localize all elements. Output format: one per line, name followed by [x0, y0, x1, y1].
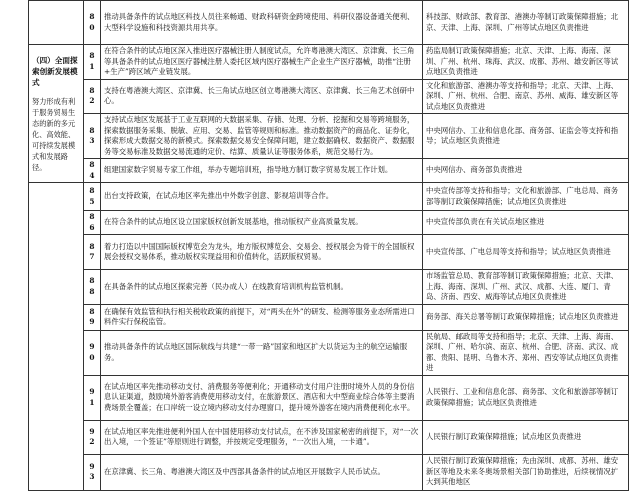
row-number: 89	[84, 304, 101, 330]
table-row	[29, 159, 629, 183]
row-number: 86	[84, 211, 101, 235]
responsible-departments: 人民银行、工业和信息化部、商务部、文化和旅游部等制订政策保障措施；试点地区负责推进	[423, 375, 629, 420]
row-number: 92	[84, 420, 101, 454]
table-row	[29, 183, 629, 211]
table-row	[29, 454, 629, 490]
category-cell	[29, 45, 84, 183]
category-description: 努力形成有利于服务贸易生态的新的多元化、高效能、可持续发展模式和发展路径。	[32, 96, 76, 172]
row-number: 83	[84, 114, 101, 159]
responsible-departments: 中央宣传部等支持和指导；文化和旅游部、广电总局、商务部等制订政策保障措施；试点地区负责推进	[423, 183, 629, 211]
row-number: 85	[84, 183, 101, 211]
table-row	[29, 114, 629, 159]
table-row	[29, 304, 629, 330]
responsible-departments: 科技部、财政部、教育部、港澳办等制订政策保障措施；北京、天津、上海、深圳、广州等试点地区负责推进	[423, 1, 629, 45]
task-content: 出台支持政策，在试点地区率先推出中外数字创意、影视培训等合作。	[101, 183, 423, 211]
task-content: 在具备条件的试点地区探索完善（民办成人）在线教育培训机构监管机制。	[101, 270, 423, 305]
row-number: 81	[84, 45, 101, 80]
category-cell-continued	[29, 183, 84, 491]
table-row	[29, 1, 629, 45]
responsible-departments: 人民银行制订政策保障措施；先由深圳、成都、苏州、雄安新区等地及未来冬奥场景相关部门协助推进，后续视情况扩大到其他地区	[423, 454, 629, 490]
responsible-departments: 市场监管总局、教育部等制订政策保障措施；北京、天津、上海、海南、深圳、广州、武汉、成都、大连、厦门、青岛、济南、西安、威海等试点地区负责推进	[423, 270, 629, 305]
task-content: 在符合条件的试点地区设立国家版权创新发展基地，推动版权产业高质量发展。	[101, 211, 423, 235]
row-number: 90	[84, 330, 101, 375]
table-row	[29, 211, 629, 235]
row-number: 87	[84, 235, 101, 270]
row-number: 80	[84, 1, 101, 45]
task-content: 支持试点地区发展基于工业互联网的大数据采集、存储、处理、分析、挖掘和交易等跨境服务，探索数据服务采集、脱敏、应用、交易、监管等规则和标准。推动数据资产的商品化、证券化，探索形成大数据交易的新模式。探索数据交易安全保障问题，建立数据确权、数据资产、数据服务等交易标准及数据交易流通的定价、结算、质量认证等服务体系，规范交易行为。	[101, 114, 423, 159]
responsible-departments: 人民银行制订政策保障措施；试点地区负责推进	[423, 420, 629, 454]
task-content: 组建国家数字贸易专家工作组，举办专题培训班，指导地方制订数字贸易发展工作计划。	[101, 159, 423, 183]
table-row	[29, 235, 629, 270]
task-content: 在试点地区率先推进便利外国人在中国使用移动支付试点，在不涉及国家秘密的前提下，对“一次出入境，一个签证”等原则进行调整，并按规定受理服务，“一次出入境，一卡通”。	[101, 420, 423, 454]
row-number: 84	[84, 159, 101, 183]
category-cell-top	[29, 1, 84, 45]
task-content: 在确保有效监管和执行相关税收政策的前提下，对“两头在外”的研发、检测等服务业态所需进口料件实行保税监管。	[101, 304, 423, 330]
responsible-departments: 民航局、邮政局等支持和指导；北京、天津、上海、海南、深圳、广州、哈尔滨、南京、杭州、合肥、济南、武汉、成都、贵阳、昆明、乌鲁木齐、郑州、西安等试点地区负责推进	[423, 330, 629, 375]
responsible-departments: 药监局制订政策保障措施；北京、天津、上海、海南、深圳、广州、杭州、珠海、武汉、成都、苏州、雄安新区等试点地区负责推进	[423, 45, 629, 80]
responsible-departments: 中央宣传部、广电总局等支持和指导；试点地区负责推进	[423, 235, 629, 270]
category-title: （四）全面探索创新发展模式	[32, 55, 78, 87]
task-content: 在京津冀、长三角、粤港澳大湾区及中西部具备条件的试点地区开展数字人民币试点。	[101, 454, 423, 490]
responsible-departments: 商务部、海关总署等制订政策保障措施；试点地区负责推进	[423, 304, 629, 330]
policy-table	[28, 0, 629, 491]
row-number: 82	[84, 79, 101, 114]
task-content: 推动具备条件的试点地区国际航线与共建“一带一路”国家和地区扩大以货运为主的航空运输服务。	[101, 330, 423, 375]
table-row	[29, 375, 629, 420]
task-content: 支持在粤港澳大湾区、京津冀、长三角试点地区创立粤港澳大湾区、京津冀、长三角艺术创研中心。	[101, 79, 423, 114]
row-number: 88	[84, 270, 101, 305]
responsible-departments: 文化和旅游部、港澳办等支持和指导；北京、天津、上海、深圳、广州、杭州、合肥、南京、苏州、威海、雄安新区等试点地区负责推进	[423, 79, 629, 114]
responsible-departments: 中央宣传部负责在有关试点地区推进	[423, 211, 629, 235]
table-row	[29, 330, 629, 375]
task-content: 推动具备条件的试点地区科技人员往来畅通、财政科研资金跨境使用、科研仪器设备通关便利、大型科学设施和科技资源共用共享。	[101, 1, 423, 45]
table-row	[29, 420, 629, 454]
table-row	[29, 79, 629, 114]
task-content: 着力打造以中国国际版权博览会为龙头，地方版权博览会、交易会、授权展会为骨干的全国版权展会授权交易体系，推动版权实现益用和价值转化，活跃版权贸易。	[101, 235, 423, 270]
task-content: 在符合条件的试点地区深入推进医疗器械注册人制度试点，允许粤港澳大湾区、京津冀、长三角等具备条件的试点地区医疗器械注册人委托区域内医疗器械生产企业生产医疗器械，助推“注册+生产”跨区域产业链发展。	[101, 45, 423, 80]
responsible-departments: 中央网信办、工业和信息化部、商务部、证监会等支持和指导；试点地区负责推进	[423, 114, 629, 159]
table-row	[29, 45, 629, 80]
task-content: 在试点地区率先推动移动支付、消费服务等便利化；开通移动支付用户注册时境外人员的身份信息认证渠道，鼓励境外游客消费使用移动支付，在旅游景区、酒店和大中型商业综合体等主要消费场景全覆盖；在口岸统一设立境内移动支付办理窗口，提升境外游客在境内消费便利化水平。	[101, 375, 423, 420]
responsible-departments: 中央网信办、商务部负责推进	[423, 159, 629, 183]
row-number: 93	[84, 454, 101, 490]
row-number: 91	[84, 375, 101, 420]
table-row	[29, 270, 629, 305]
